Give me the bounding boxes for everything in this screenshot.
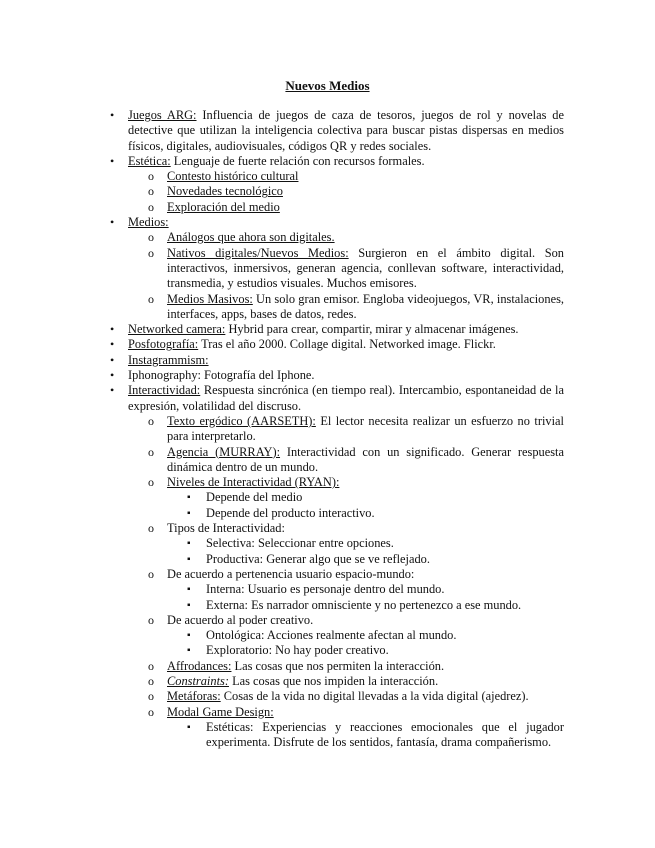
term-label: Contesto histórico cultural <box>167 169 299 184</box>
subsublist-item <box>108 536 564 551</box>
circle-marker: o <box>148 444 154 459</box>
circle-marker: o <box>148 475 154 490</box>
sublist-item <box>108 445 564 476</box>
list-item-networked-camera <box>108 322 564 337</box>
square-marker: ▪ <box>187 630 191 642</box>
bullet-marker: • <box>110 368 115 383</box>
sublist-item <box>108 169 564 184</box>
item-text: Las cosas que nos permiten la interacción. <box>231 658 445 673</box>
circle-marker: o <box>148 566 154 581</box>
circle-marker: o <box>148 169 154 184</box>
term-label: Nativos digitales/Nuevos Medios: <box>167 245 349 260</box>
item-text: De acuerdo al poder creativo. <box>167 612 314 627</box>
term-label: Constraints: <box>167 673 229 688</box>
square-marker: ▪ <box>187 645 191 657</box>
bullet-marker: • <box>110 337 115 352</box>
item-text: Un solo gran emisor. Engloba videojuegos, VR, instalaciones, interfaces, apps, bases de datos, redes. <box>167 291 564 321</box>
item-text: De acuerdo a pertenencia usuario espacio-mundo: <box>167 566 415 581</box>
bullet-marker: • <box>110 322 115 337</box>
notes-list <box>108 108 564 750</box>
subsublist-item <box>108 643 564 658</box>
subsublist-item <box>108 628 564 643</box>
term-label: Modal Game Design: <box>167 704 274 719</box>
list-item-estetica <box>108 154 564 169</box>
bullet-marker: • <box>110 352 115 367</box>
circle-marker: o <box>148 704 154 719</box>
list-item-posfotografia <box>108 337 564 352</box>
item-text: El lector necesita realizar un esfuerzo no trivial para interpretarlo. <box>167 413 564 444</box>
item-text: Selectiva: Seleccionar entre opciones. <box>206 536 394 551</box>
term-label: Medios: <box>128 215 169 230</box>
subsublist-item <box>108 720 564 751</box>
term-label: Interactividad: <box>128 383 201 398</box>
sublist-item <box>108 567 564 582</box>
item-text: Tras el año 2000. Collage digital. Networked image. Flickr. <box>198 337 496 352</box>
term-label: Affrodances: <box>167 658 232 673</box>
circle-marker: o <box>148 291 154 306</box>
term-label: Juegos ARG: <box>128 108 197 122</box>
term-label: Niveles de Interactividad (RYAN): <box>167 475 340 490</box>
item-text: Lenguaje de fuerte relación con recursos formales. <box>170 153 425 168</box>
subsublist-item <box>108 552 564 567</box>
list-item-juegos-arg <box>108 108 564 154</box>
square-marker: ▪ <box>187 721 191 733</box>
list-item-medios <box>108 215 564 230</box>
item-text: Depende del producto interactivo. <box>206 505 375 520</box>
circle-marker: o <box>148 612 154 627</box>
item-text: Cosas de la vida no digital llevadas a la vida digital (ajedrez). <box>220 689 529 704</box>
sublist-item <box>108 674 564 689</box>
item-text: Depende del medio <box>206 490 303 505</box>
term-label: Medios Masivos: <box>167 291 253 306</box>
item-text: Productiva: Generar algo que se ve reflejado. <box>206 551 430 566</box>
item-text: Respuesta sincrónica (en tiempo real). Intercambio, espontaneidad de la expresión, volatilidad del discruso. <box>128 383 564 413</box>
item-text: Hybrid para crear, compartir, mirar y almacenar imágenes. <box>225 322 519 337</box>
square-marker: ▪ <box>187 584 191 596</box>
bullet-marker: • <box>110 383 115 398</box>
item-text: Ontológica: Acciones realmente afectan al mundo. <box>206 628 457 643</box>
item-text: Interna: Usuario es personaje dentro del mundo. <box>206 582 445 597</box>
subsublist-item <box>108 490 564 505</box>
circle-marker: o <box>148 521 154 536</box>
item-text: Tipos de Interactividad: <box>167 521 285 536</box>
circle-marker: o <box>148 199 154 214</box>
square-marker: ▪ <box>187 538 191 550</box>
item-text: Las cosas que nos impiden la interacción. <box>228 673 439 688</box>
sublist-item <box>108 184 564 199</box>
bullet-marker: • <box>110 153 115 168</box>
term-label: Posfotografía: <box>128 337 199 352</box>
square-marker: ▪ <box>187 599 191 611</box>
sublist-item <box>108 659 564 674</box>
circle-marker: o <box>148 689 154 704</box>
term-label: Networked camera: <box>128 322 226 337</box>
sublist-item <box>108 200 564 215</box>
subsublist-item <box>108 598 564 613</box>
bullet-marker: • <box>110 215 115 230</box>
term-label: Texto ergódico (AARSETH): <box>167 413 316 428</box>
sublist-item <box>108 292 564 323</box>
item-text: Iphonography: Fotografía del Iphone. <box>128 368 315 383</box>
page-title: Nuevos Medios <box>285 78 370 93</box>
sublist-item <box>108 689 564 704</box>
sublist-item <box>108 246 564 292</box>
circle-marker: o <box>148 184 154 199</box>
circle-marker: o <box>148 245 154 260</box>
item-text: Influencia de juegos de caza de tesoros, juegos de rol y novelas de detective que utilizan la inteligencia colectiva para buscar pistas dispersas en medios físicos, digitales, audiovisuales, códigos QR y redes sociales. <box>128 108 564 153</box>
term-label: Exploración del medio <box>167 199 280 214</box>
item-text: Interactividad con un significado. Generar respuesta dinámica dentro de un mundo. <box>167 444 565 474</box>
circle-marker: o <box>148 413 154 428</box>
item-text: Exploratorio: No hay poder creativo. <box>206 643 389 658</box>
term-label: Instagrammism: <box>128 352 209 367</box>
term-label: Novedades tecnológico <box>167 184 283 199</box>
list-item-iphonography <box>108 368 564 383</box>
sublist-item <box>108 414 564 445</box>
term-label: Metáforas: <box>167 689 221 704</box>
item-text: Estéticas: Experiencias y reacciones emocionales que el jugador experimenta. Disfrute de los sentidos, fantasía, drama compañerismo. <box>206 719 564 750</box>
bullet-marker: • <box>110 108 115 122</box>
circle-marker: o <box>148 230 154 245</box>
subsublist-item <box>108 506 564 521</box>
list-item-instagrammism <box>108 353 564 368</box>
square-marker: ▪ <box>187 492 191 504</box>
term-label: Estética: <box>128 153 171 168</box>
sublist-item <box>108 705 564 720</box>
sublist-item <box>108 521 564 536</box>
square-marker: ▪ <box>187 507 191 519</box>
circle-marker: o <box>148 673 154 688</box>
item-text: Surgieron en el ámbito digital. Son interactivos, inmersivos, generan agencia, conllevan software, interactividad, transmedia, y estudios visuales. Muchos emisores. <box>167 245 564 291</box>
list-item-interactividad <box>108 383 564 414</box>
item-text: Externa: Es narrador omnisciente y no pertenezco a ese mundo. <box>206 597 522 612</box>
square-marker: ▪ <box>187 553 191 565</box>
sublist-item <box>108 475 564 490</box>
circle-marker: o <box>148 658 154 673</box>
subsublist-item <box>108 582 564 597</box>
term-label: Agencia (MURRAY): <box>167 444 281 459</box>
sublist-item <box>108 230 564 245</box>
term-label: Análogos que ahora son digitales. <box>167 230 335 245</box>
sublist-item <box>108 613 564 628</box>
